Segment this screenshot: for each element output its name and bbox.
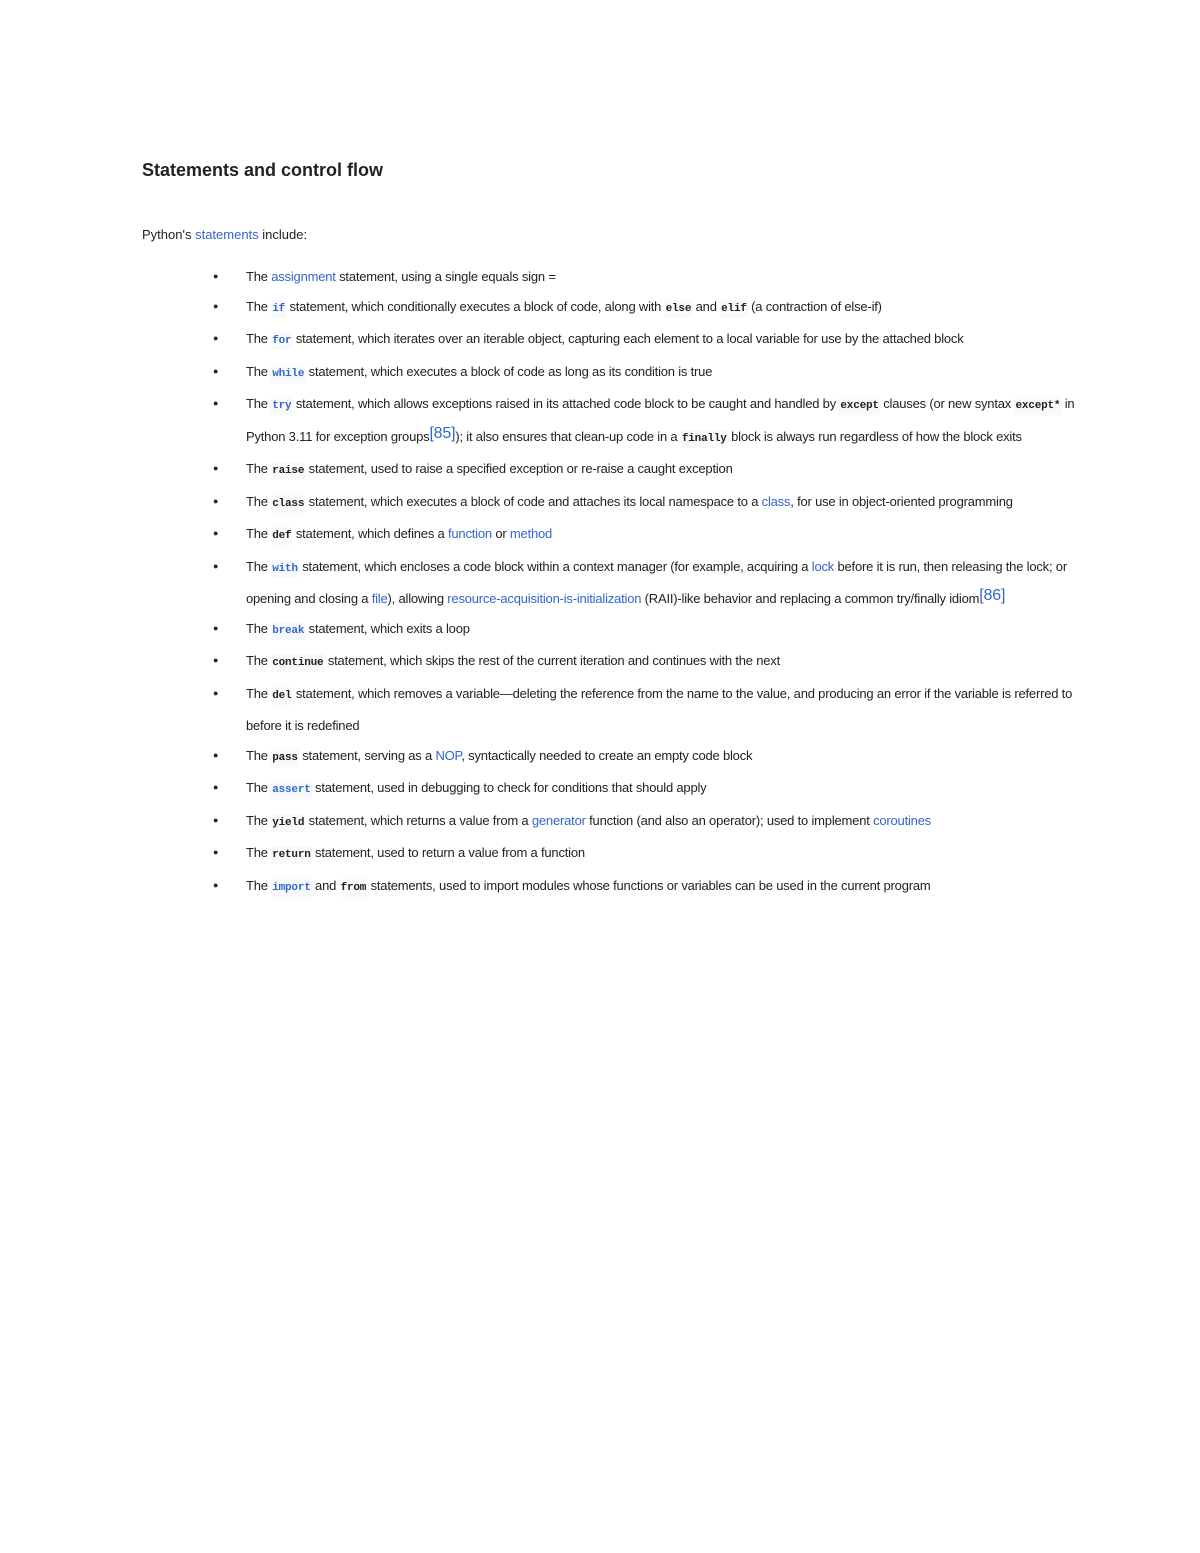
list-item-break — [213, 614, 1076, 647]
bullet-icon: ● — [213, 495, 219, 506]
list-item-for — [213, 324, 1076, 357]
generator-link[interactable]: generator — [531, 812, 586, 828]
item-text: statement, which encloses a code block within a context manager (for example, acquiring a — [298, 558, 812, 574]
list-item-assignment — [213, 262, 1076, 292]
item-text: statement, which removes a variable—deleting the reference from the name to the value, and producing an error if the variable is referred to before it is redefined — [246, 685, 1073, 733]
list-item-while — [213, 357, 1076, 390]
item-text: The — [246, 845, 272, 860]
list-item-with — [213, 552, 1076, 614]
item-text: The — [246, 812, 272, 828]
item-text: in Python 3.11 for exception groups — [246, 396, 1075, 444]
function-link[interactable]: function — [447, 526, 492, 541]
item-text: before it is run, then releasing the lock; or opening and closing a — [246, 558, 1067, 606]
with-keyword-link[interactable]: with — [271, 560, 299, 578]
except-star-keyword: except* — [1014, 397, 1061, 415]
raii-link[interactable]: resource-acquisition-is-initialization — [447, 591, 642, 606]
from-keyword: from — [340, 879, 368, 897]
item-text: clauses (or new syntax — [879, 396, 1015, 411]
item-text: The — [246, 620, 272, 636]
item-text: The — [246, 685, 272, 701]
list-item-pass — [213, 741, 1076, 774]
bullet-icon: ● — [213, 271, 219, 281]
list-item-try — [213, 389, 1076, 454]
item-text: statement, used to raise a specified exception or re-raise a caught exception — [305, 461, 733, 476]
item-text: (RAII)-like behavior and replacing a common try/finally idiom — [641, 591, 980, 606]
item-text: statement, which executes a block of code as long as its condition is true — [305, 363, 713, 379]
intro-paragraph — [142, 227, 307, 242]
item-text: ); it also ensures that clean-up code in a — [455, 428, 681, 444]
assignment-link[interactable]: assignment — [271, 269, 336, 284]
bullet-icon: ● — [213, 655, 219, 665]
item-text: statement, which conditionally executes a block of code, along with — [286, 298, 665, 314]
item-text: The — [246, 877, 272, 893]
item-text: ), allowing — [387, 591, 448, 606]
method-link[interactable]: method — [509, 526, 553, 541]
bullet-icon: ● — [213, 622, 219, 633]
file-link[interactable]: file — [371, 591, 388, 606]
bullet-icon: ● — [213, 749, 219, 760]
item-text: statement, used to return a value from a function — [311, 845, 585, 860]
import-keyword-link[interactable]: import — [271, 879, 311, 897]
def-keyword: def — [271, 527, 292, 545]
elif-keyword: elif — [720, 300, 748, 318]
bullet-icon: ● — [213, 365, 219, 376]
list-item-class — [213, 487, 1076, 520]
list-item-yield — [213, 806, 1076, 839]
item-text: The — [246, 526, 272, 541]
item-text: The — [246, 363, 272, 379]
bullet-icon: ● — [213, 398, 219, 408]
item-text: statements, used to import modules whose functions or variables can be used in the current program — [367, 877, 931, 893]
break-keyword-link[interactable]: break — [271, 622, 305, 640]
reference-85-link[interactable]: [85] — [429, 424, 456, 442]
item-text: The — [246, 558, 272, 574]
section-heading: Statements and control flow — [142, 160, 384, 180]
statements-link[interactable]: statements — [195, 227, 259, 242]
item-text: , syntactically needed to create an empty code block — [461, 747, 753, 763]
bullet-icon: ● — [213, 687, 219, 698]
return-keyword: return — [271, 846, 311, 864]
while-keyword-link[interactable]: while — [271, 365, 305, 383]
item-text: The — [246, 461, 272, 476]
bullet-icon: ● — [213, 879, 219, 890]
item-text: statement, which defines a — [292, 526, 448, 541]
yield-keyword: yield — [271, 814, 305, 832]
item-text: and — [311, 877, 340, 893]
list-item-continue — [213, 646, 1076, 679]
item-text: statement, serving as a — [298, 747, 436, 763]
list-item-del — [213, 679, 1076, 741]
list-item-assert — [213, 773, 1076, 806]
reference-86-link[interactable]: [86] — [979, 587, 1006, 604]
list-item-import — [213, 871, 1076, 904]
coroutines-link[interactable]: coroutines — [873, 812, 932, 828]
item-text: statement, which allows exceptions raised in its attached code block to be caught and handled by — [292, 396, 840, 411]
if-keyword-link[interactable]: if — [271, 300, 286, 318]
try-keyword-link[interactable]: try — [271, 397, 292, 415]
intro-text: include: — [258, 227, 308, 242]
list-item-return — [213, 838, 1076, 871]
item-text: statement, which skips the rest of the current iteration and continues with the next — [324, 653, 781, 668]
item-text: statement, which executes a block of code and attaches its local namespace to a — [305, 493, 762, 509]
nop-link[interactable]: NOP — [435, 747, 462, 763]
del-keyword: del — [271, 687, 292, 705]
bullet-icon: ● — [213, 782, 219, 792]
except-keyword: except — [839, 397, 879, 415]
item-text: The — [246, 269, 272, 284]
list-item-def — [213, 519, 1076, 552]
for-keyword-link[interactable]: for — [271, 332, 292, 350]
lock-link[interactable]: lock — [811, 558, 835, 574]
item-text: or — [491, 526, 510, 541]
item-text: statement, which exits a loop — [305, 620, 470, 636]
continue-keyword: continue — [271, 654, 324, 672]
item-text: statement, using a single equals sign = — [335, 269, 556, 284]
item-text: The — [246, 331, 272, 346]
item-text: The — [246, 493, 272, 509]
item-text: block is always run regardless of how the block exits — [727, 428, 1022, 444]
bullet-icon: ● — [213, 560, 219, 571]
class-link[interactable]: class — [761, 493, 791, 509]
item-text: The — [246, 780, 272, 795]
pass-keyword: pass — [271, 749, 299, 767]
item-text: and — [692, 298, 721, 314]
item-text: (a contraction of else-if) — [747, 298, 882, 314]
item-text: statement, which iterates over an iterable object, capturing each element to a local variable for use by the attached block — [292, 331, 964, 346]
item-text: The — [246, 396, 272, 411]
item-text: statement, which returns a value from a — [305, 812, 532, 828]
item-text: statement, used in debugging to check for conditions that should apply — [311, 780, 707, 795]
bullet-icon: ● — [213, 528, 219, 538]
bullet-icon: ● — [213, 333, 219, 343]
item-text: The — [246, 298, 272, 314]
assert-keyword-link[interactable]: assert — [271, 781, 311, 799]
class-keyword: class — [271, 495, 305, 513]
bullet-icon: ● — [213, 814, 219, 825]
intro-text: Python's — [142, 227, 196, 242]
else-keyword: else — [665, 300, 693, 318]
list-item-if — [213, 292, 1076, 325]
item-text: function (and also an operator); used to implement — [585, 812, 874, 828]
bullet-icon: ● — [213, 847, 219, 857]
bullet-icon: ● — [213, 300, 219, 311]
statements-list — [213, 262, 1076, 903]
list-item-raise — [213, 454, 1076, 487]
item-text: The — [246, 653, 272, 668]
bullet-icon: ● — [213, 463, 219, 473]
raise-keyword: raise — [271, 462, 305, 480]
finally-keyword: finally — [681, 430, 728, 448]
item-text: , for use in object-oriented programming — [790, 493, 1013, 509]
item-text: The — [246, 747, 272, 763]
